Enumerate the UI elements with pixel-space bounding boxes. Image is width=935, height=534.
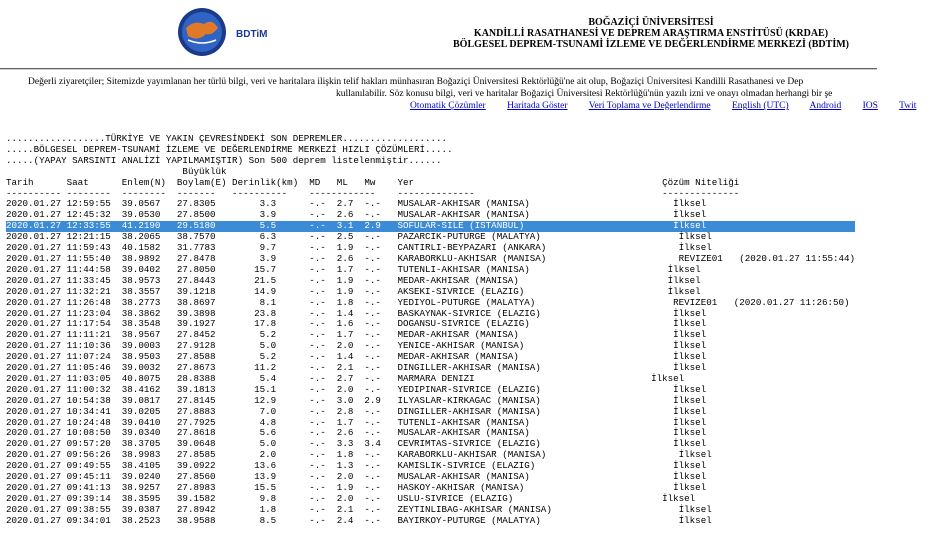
- earthquake-row[interactable]: 2020.01.27 11:26:48 38.2773 38.8697 8.1 -.- 1.8 -.- YEDIYOL-PUTURGE (MALATYA) REVIZE01 (2020.01.27 11:26:50): [6, 296, 850, 308]
- bdtim-logo[interactable]: [176, 6, 272, 58]
- nav-android-link[interactable]: Android: [809, 101, 842, 111]
- earthquake-row[interactable]: 2020.01.27 10:34:41 39.0205 27.8883 7.0 -.- 2.8 -.- DINGILLER-AKHISAR (MANISA) İlksel: [6, 405, 707, 417]
- column-header-magnitude: Büyüklük: [6, 165, 227, 177]
- earthquake-row[interactable]: 2020.01.27 11:32:21 38.3557 39.1218 14.9 -.- 1.9 -.- AKSEKI-SIVRICE (ELAZIG) İlksel: [6, 285, 701, 297]
- earthquake-row[interactable]: 2020.01.27 11:11:21 38.9567 27.8452 5.2 -.- 1.7 -.- MEDAR-AKHISAR (MANISA) İlksel: [6, 329, 707, 341]
- column-separator: ---------- -------- -------- ------- ---------- ------------ -------------- --------------: [6, 187, 740, 199]
- nav-automatic-solutions-link[interactable]: Otomatik Çözümler: [410, 101, 486, 111]
- list-title-1: ..................TÜRKİYE VE YAKIN ÇEVRESİNDEKİ SON DEPREMLER...................: [6, 133, 448, 144]
- earthquake-rows: [6, 199, 855, 526]
- nav-twitter-link[interactable]: Twit: [899, 101, 917, 111]
- notice-line-1: Değerli ziyaretçiler; Sitemizde yayımlanan her türlü bilgi, veri ve haritalara ilişkin telif hakları münhasıran Boğaziçi Üniversitesi Rektörlüğü'ne ait olup, Boğaziçi Üniversitesi Kandilli Rasathanesi ve Dep: [28, 77, 804, 87]
- earthquake-row[interactable]: 2020.01.27 11:17:54 38.3548 39.1927 17.8 -.- 1.6 -.- DOGANSU-SIVRICE (ELAZIG) İlksel: [6, 318, 707, 330]
- earthquake-row[interactable]: 2020.01.27 09:38:55 39.0387 27.8942 1.8 -.- 2.1 -.- ZEYTINLIBAG-AKHISAR (MANISA) İlksel: [6, 503, 712, 515]
- earthquake-row[interactable]: 2020.01.27 11:00:32 38.4162 39.1813 15.1 -.- 2.0 -.- YEDIPINAR-SIVRICE (ELAZIG) İlksel: [6, 383, 707, 395]
- org-line-bdtim: BÖLGESEL DEPREM-TSUNAMİ İZLEME VE DEĞERLENDİRME MERKEZİ (BDTİM): [453, 39, 849, 50]
- org-line-krdae: KANDİLLİ RASATHANESİ VE DEPREM ARAŞTIRMA ENSTİTÜSÜ (KRDAE): [473, 28, 829, 39]
- earthquake-row[interactable]: 2020.01.27 11:59:43 40.1582 31.7783 9.7 -.- 1.9 -.- CANTIRLI-BEYPAZARI (ANKARA) İlksel: [6, 242, 712, 254]
- column-headers: Tarih Saat Enlem(N) Boylam(E) Derinlik(km) MD ML Mw Yer Çözüm Niteliği: [6, 176, 740, 188]
- list-title-2: .....BÖLGESEL DEPREM-TSUNAMİ İZLEME VE DEĞERLENDİRME MERKEZİ HIZLI ÇÖZÜMLERİ.....: [6, 143, 453, 155]
- earthquake-row[interactable]: 2020.01.27 12:33:55 41.2190 29.5180 5.5 -.- 3.1 2.9 SOFULAR-SILE (ISTANBUL) İlksel: [6, 221, 855, 232]
- nav-english-link[interactable]: English (UTC): [731, 101, 789, 111]
- earthquake-row[interactable]: 2020.01.27 10:24:48 39.0410 27.7925 4.8 -.- 1.7 -.- TUTENLI-AKHISAR (MANISA) İlksel: [6, 416, 707, 428]
- nav-show-on-map-link[interactable]: Haritada Göster: [507, 101, 568, 111]
- earthquake-row[interactable]: 2020.01.27 11:44:58 39.0402 27.8050 15.7 -.- 1.7 -.- TUTENLI-AKHISAR (MANISA) İlksel: [6, 263, 701, 275]
- earthquake-row[interactable]: 2020.01.27 11:55:40 38.9892 27.8478 3.9 -.- 2.6 -.- KARABORKLU-AKHISAR (MANISA) REVIZE01 (2020.01.27 11:55:44): [6, 252, 856, 264]
- nav-ios-link[interactable]: IOS: [862, 101, 878, 111]
- copyright-notice: [0, 76, 877, 100]
- site-header: [0, 0, 877, 68]
- earthquake-row[interactable]: 2020.01.27 10:08:50 39.0340 27.8618 5.6 -.- 2.6 -.- MUSALAR-AKHISAR (MANISA) İlksel: [6, 427, 707, 439]
- earthquake-row[interactable]: 2020.01.27 09:57:20 38.3705 39.0648 5.0 -.- 3.3 3.4 CEVRIMTAS-SIVRICE (ELAZIG) İlksel: [6, 438, 707, 450]
- earthquake-row[interactable]: 2020.01.27 11:33:45 38.9573 27.8443 21.5 -.- 1.9 -.- MEDAR-AKHISAR (MANISA) İlksel: [6, 274, 701, 286]
- earthquake-row[interactable]: 2020.01.27 11:05:46 39.0032 27.8673 11.2 -.- 2.1 -.- DINGILLER-AKHISAR (MANISA) İlksel: [6, 362, 707, 374]
- nav-data-collection-link[interactable]: Veri Toplama ve Değerlendirme: [588, 101, 711, 111]
- earthquake-list: [6, 134, 855, 527]
- earthquake-row[interactable]: 2020.01.27 12:45:32 39.0530 27.8500 3.9 -.- 2.6 -.- MUSALAR-AKHISAR (MANISA) İlksel: [6, 209, 707, 221]
- earthquake-row[interactable]: 2020.01.27 09:49:55 38.4105 39.0922 13.6 -.- 1.3 -.- KAMISLIK-SIVRICE (ELAZIG) İlksel: [6, 460, 707, 472]
- earthquake-row[interactable]: 2020.01.27 09:56:26 38.9983 27.8585 2.0 -.- 1.8 -.- KARABORKLU-AKHISAR (MANISA) İlksel: [6, 449, 712, 461]
- earthquake-row[interactable]: 2020.01.27 12:21:15 38.2065 38.7570 6.3 -.- 2.5 -.- PAZARCIK-PUTURGE (MALATYA) İlksel: [6, 231, 712, 243]
- earthquake-row[interactable]: 2020.01.27 09:39:14 38.3595 39.1582 9.8 -.- 2.0 -.- USLU-SIVRICE (ELAZIG) İlksel: [6, 492, 696, 504]
- earthquake-row[interactable]: 2020.01.27 11:10:36 39.0003 27.9128 5.0 -.- 2.0 -.- YENICE-AKHISAR (MANISA) İlksel: [6, 340, 707, 352]
- org-line-university: BOĞAZİÇİ ÜNİVERSİTESİ: [588, 17, 714, 28]
- organization-title: [431, 17, 871, 50]
- earthquake-row[interactable]: 2020.01.27 09:34:01 38.2523 38.9588 8.5 -.- 2.4 -.- BAYIRKOY-PUTURGE (MALATYA) İlksel: [6, 514, 712, 526]
- header-divider: [0, 68, 877, 70]
- earthquake-row[interactable]: 2020.01.27 09:45:11 39.0240 27.8560 13.9 -.- 2.0 -.- MUSALAR-AKHISAR (MANISA) İlksel: [6, 471, 707, 483]
- earthquake-row[interactable]: 2020.01.27 11:07:24 38.9503 27.8588 5.2 -.- 1.4 -.- MEDAR-AKHISAR (MANISA) İlksel: [6, 351, 707, 363]
- logo-text: BDTiM: [236, 29, 268, 40]
- earthquake-row[interactable]: 2020.01.27 11:03:05 40.8075 28.8388 5.4 -.- 2.7 -.- MARMARA DENIZI İlksel: [6, 372, 685, 384]
- earthquake-row[interactable]: 2020.01.27 09:41:13 38.9257 27.8983 15.5 -.- 1.9 -.- HASKOY-AKHISAR (MANISA) İlksel: [6, 482, 707, 493]
- top-navigation: [410, 101, 935, 111]
- earthquake-row[interactable]: 2020.01.27 12:59:55 39.0567 27.8305 3.3 -.- 2.7 -.- MUSALAR-AKHISAR (MANISA) İlksel: [6, 198, 707, 210]
- notice-line-2: kullanılabilir. Söz konusu bilgi, veri ve haritalar Boğaziçi Üniversitesi Rektörlüğü'nün yazılı izni ve onayı olmadan herhangi bir şe: [336, 89, 833, 99]
- earthquake-row[interactable]: 2020.01.27 10:54:38 39.0817 27.8145 12.9 -.- 3.0 2.9 ILYASLAR-KIRKAGAC (MANISA) İlksel: [6, 394, 707, 406]
- list-title-3: .....(YAPAY SARSINTI ANALİZİ YAPILMAMIŞTIR) Son 500 deprem listelenmiştir......: [6, 154, 442, 166]
- earthquake-row[interactable]: 2020.01.27 11:23:04 38.3862 39.3898 23.8 -.- 1.4 -.- BASKAYNAK-SIVRICE (ELAZIG) İlksel: [6, 307, 707, 319]
